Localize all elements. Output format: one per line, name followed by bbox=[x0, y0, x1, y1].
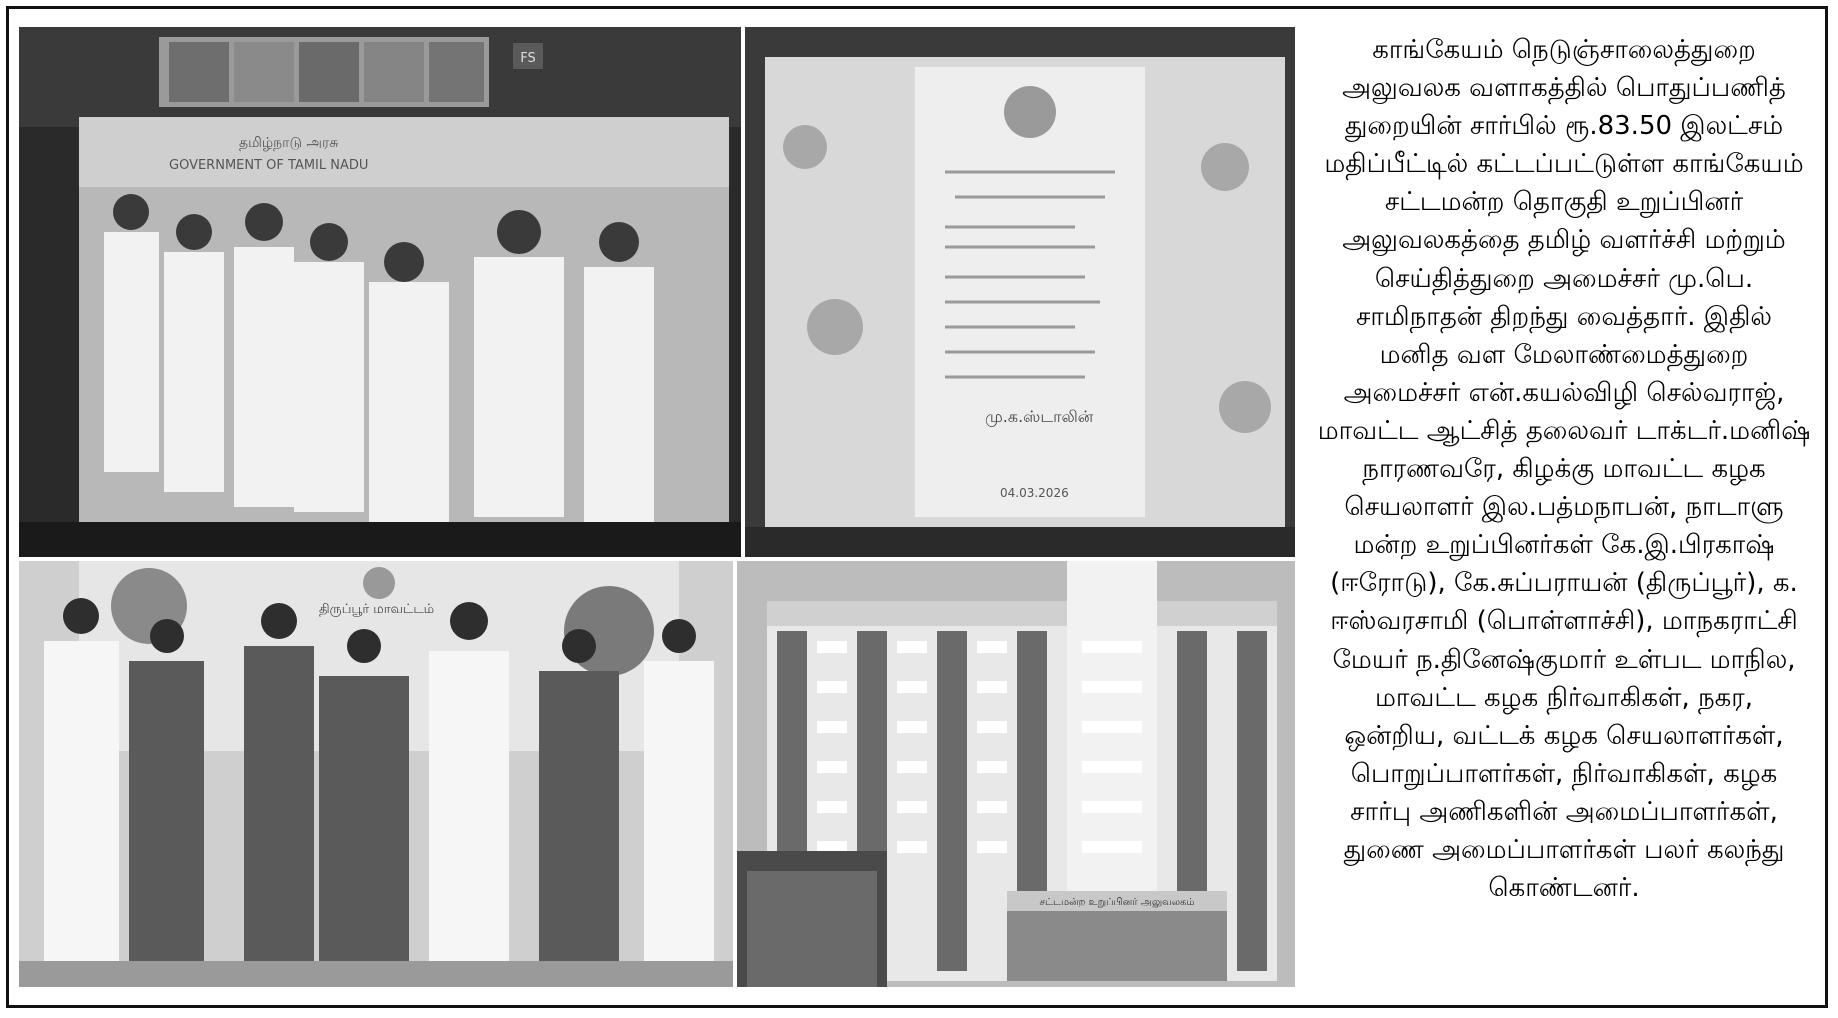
caption-line: மாவட்ட ஆட்சித் தலைவர் டாக்டர்.மனிஷ் bbox=[1317, 415, 1811, 446]
fs-label: FS bbox=[520, 51, 536, 66]
caption-line: ஈஸ்வரசாமி (பொள்ளாச்சி), மாநகராட்சி bbox=[1330, 606, 1798, 637]
caption-line: அலுவலக வளாகத்தில் பொதுப்பணித் bbox=[1342, 73, 1786, 104]
stage-banner-text: திருப்பூர் மாவட்டம் bbox=[319, 602, 435, 617]
screen-banner-text: தமிழ்நாடு அரசு bbox=[239, 135, 339, 151]
caption-line: துறையின் சார்பில் ரூ.83.50 இலட்சம் bbox=[1344, 111, 1784, 142]
caption-line: பொறுப்பாளர்கள், நிர்வாகிகள், கழக bbox=[1350, 758, 1778, 789]
caption-line: சாமிநாதன் திறந்து வைத்தார். இதில் bbox=[1356, 301, 1772, 332]
caption-line: செயலாளர் இல.பத்மநாபன், நாடாளு bbox=[1344, 492, 1784, 523]
caption-line: கொண்டனர். bbox=[1488, 873, 1640, 904]
news-caption bbox=[1305, 29, 1823, 989]
photo-inauguration-screen bbox=[19, 27, 741, 557]
caption-line: அமைச்சர் என்.கயல்விழி செல்வராஜ், bbox=[1343, 377, 1785, 408]
screen-banner-sub: GOVERNMENT OF TAMIL NADU bbox=[169, 158, 369, 173]
caption-line: ஒன்றிய, வட்டக் கழக செயலாளர்கள், bbox=[1344, 720, 1784, 751]
news-clipping-frame bbox=[6, 6, 1828, 1008]
building-sign: சட்டமன்ற உறுப்பினர் அலுவலகம் bbox=[1039, 897, 1195, 908]
caption-line: மனித வள மேலாண்மைத்துறை bbox=[1379, 339, 1749, 370]
plaque-date: 04.03.2026 bbox=[1000, 486, 1069, 500]
caption-line: துணை அமைப்பாளர்கள் பலர் கலந்து bbox=[1343, 834, 1785, 865]
caption-line: சட்டமன்ற தொகுதி உறுப்பினர் bbox=[1384, 187, 1744, 218]
caption-line: அலுவலகத்தை தமிழ் வளர்ச்சி மற்றும் bbox=[1342, 225, 1786, 256]
caption-line: (ஈரோடு), கே.சுப்பராயன் (திருப்பூர்), க. bbox=[1330, 568, 1798, 599]
plaque-name: மு.க.ஸ்டாலின் bbox=[985, 407, 1094, 426]
caption-line: காங்கேயம் நெடுஞ்சாலைத்துறை bbox=[1372, 35, 1756, 65]
caption-line: நாரணவரே, கிழக்கு மாவட்ட கழக bbox=[1362, 454, 1766, 485]
caption-line: மதிப்பீட்டில் கட்டப்பட்டுள்ள காங்கேயம் bbox=[1324, 149, 1804, 180]
photo-office-building bbox=[737, 561, 1295, 987]
photo-plaque-screen bbox=[745, 27, 1295, 557]
caption-line: செய்தித்துறை அமைச்சர் மு.பெ. bbox=[1374, 263, 1754, 294]
photo-stage-group bbox=[19, 561, 733, 987]
caption-line: மன்ற உறுப்பினர்கள் கே.இ.பிரகாஷ் bbox=[1353, 530, 1775, 561]
caption-line: சார்பு அணிகளின் அமைப்பாளர்கள், bbox=[1350, 796, 1778, 827]
caption-line: மேயர் ந.தினேஷ்குமார் உள்பட மாநில, bbox=[1332, 644, 1796, 675]
caption-line: மாவட்ட கழக நிர்வாகிகள், நகர, bbox=[1374, 682, 1753, 713]
